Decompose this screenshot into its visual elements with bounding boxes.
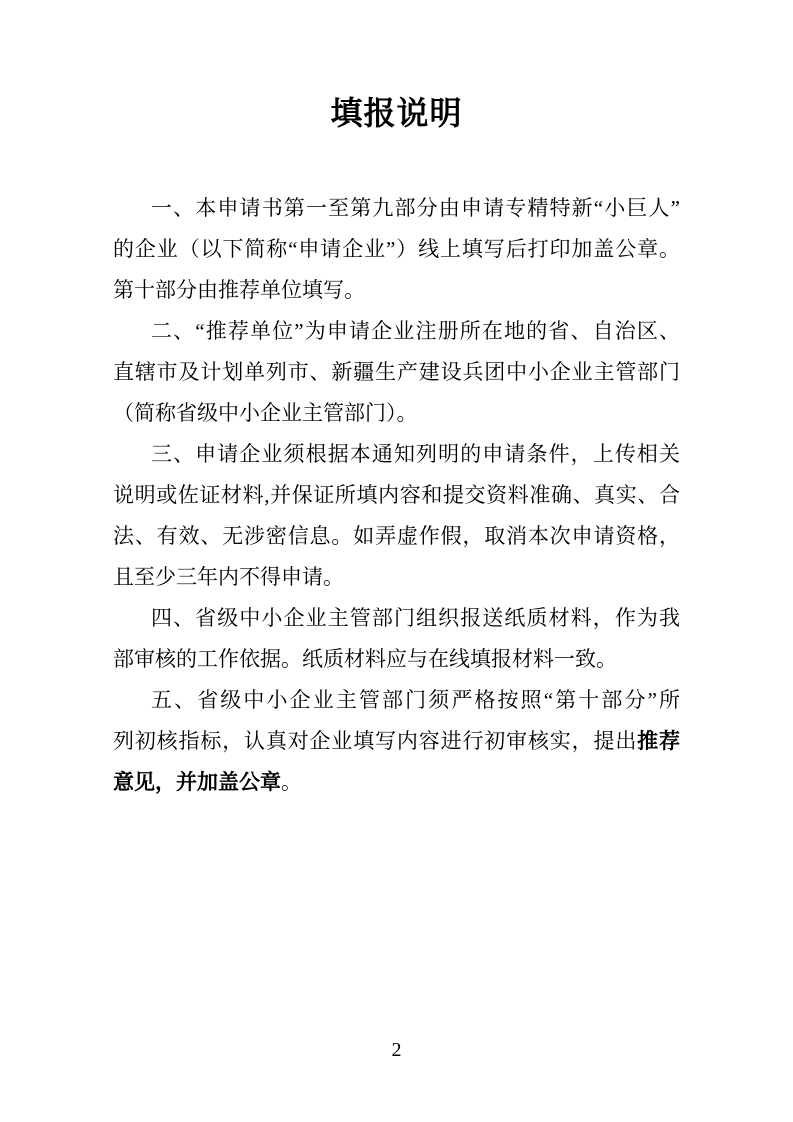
doc-line: 一、本申请书第一至第九部分由申请专精特新“小巨人” xyxy=(151,196,680,220)
doc-text-bold: 意见，并加盖公章 xyxy=(113,770,281,794)
doc-line xyxy=(113,721,680,762)
document-body xyxy=(113,188,680,803)
doc-line: 三、申请企业须根据本通知列明的申请条件，上传相关 xyxy=(151,442,680,466)
doc-line: 部审核的工作依据。纸质材料应与在线填报材料一致。 xyxy=(113,647,617,671)
doc-line: 说明或佐证材料,并保证所填内容和提交资料准确、真实、合 xyxy=(113,483,680,507)
doc-line xyxy=(113,762,680,803)
doc-line: 二、“推荐单位”为申请企业注册所在地的省、自治区、 xyxy=(151,319,680,343)
doc-line: 四、省级中小企业主管部门组织报送纸质材料，作为我 xyxy=(151,606,680,630)
paragraph-1 xyxy=(113,188,680,311)
paragraph-4 xyxy=(113,598,680,680)
page-title: 填报说明 xyxy=(330,95,463,131)
doc-line: 直辖市及计划单列市、新疆生产建设兵团中小企业主管部门 xyxy=(113,360,680,384)
doc-line: 法、有效、无涉密信息。如弄虚作假，取消本次申请资格， xyxy=(113,524,680,548)
doc-text: 。 xyxy=(281,770,302,794)
doc-line: 第十部分由推荐单位填写。 xyxy=(113,278,365,302)
paragraph-2 xyxy=(113,311,680,434)
doc-text: 列初核指标，认真对企业填写内容进行初审核实，提出 xyxy=(113,729,638,753)
doc-line: （简称省级中小企业主管部门）。 xyxy=(113,401,418,425)
doc-text-bold: 推荐 xyxy=(637,729,681,753)
doc-line: 的企业（以下简称“申请企业”）线上填写后打印加盖公章。 xyxy=(113,237,680,261)
doc-line: 且至少三年内不得申请。 xyxy=(113,565,344,589)
paragraph-5 xyxy=(113,680,680,803)
paragraph-3 xyxy=(113,434,680,598)
page-number: 2 xyxy=(391,1039,402,1061)
doc-line: 五、省级中小企业主管部门须严格按照“第十部分”所 xyxy=(151,688,680,712)
